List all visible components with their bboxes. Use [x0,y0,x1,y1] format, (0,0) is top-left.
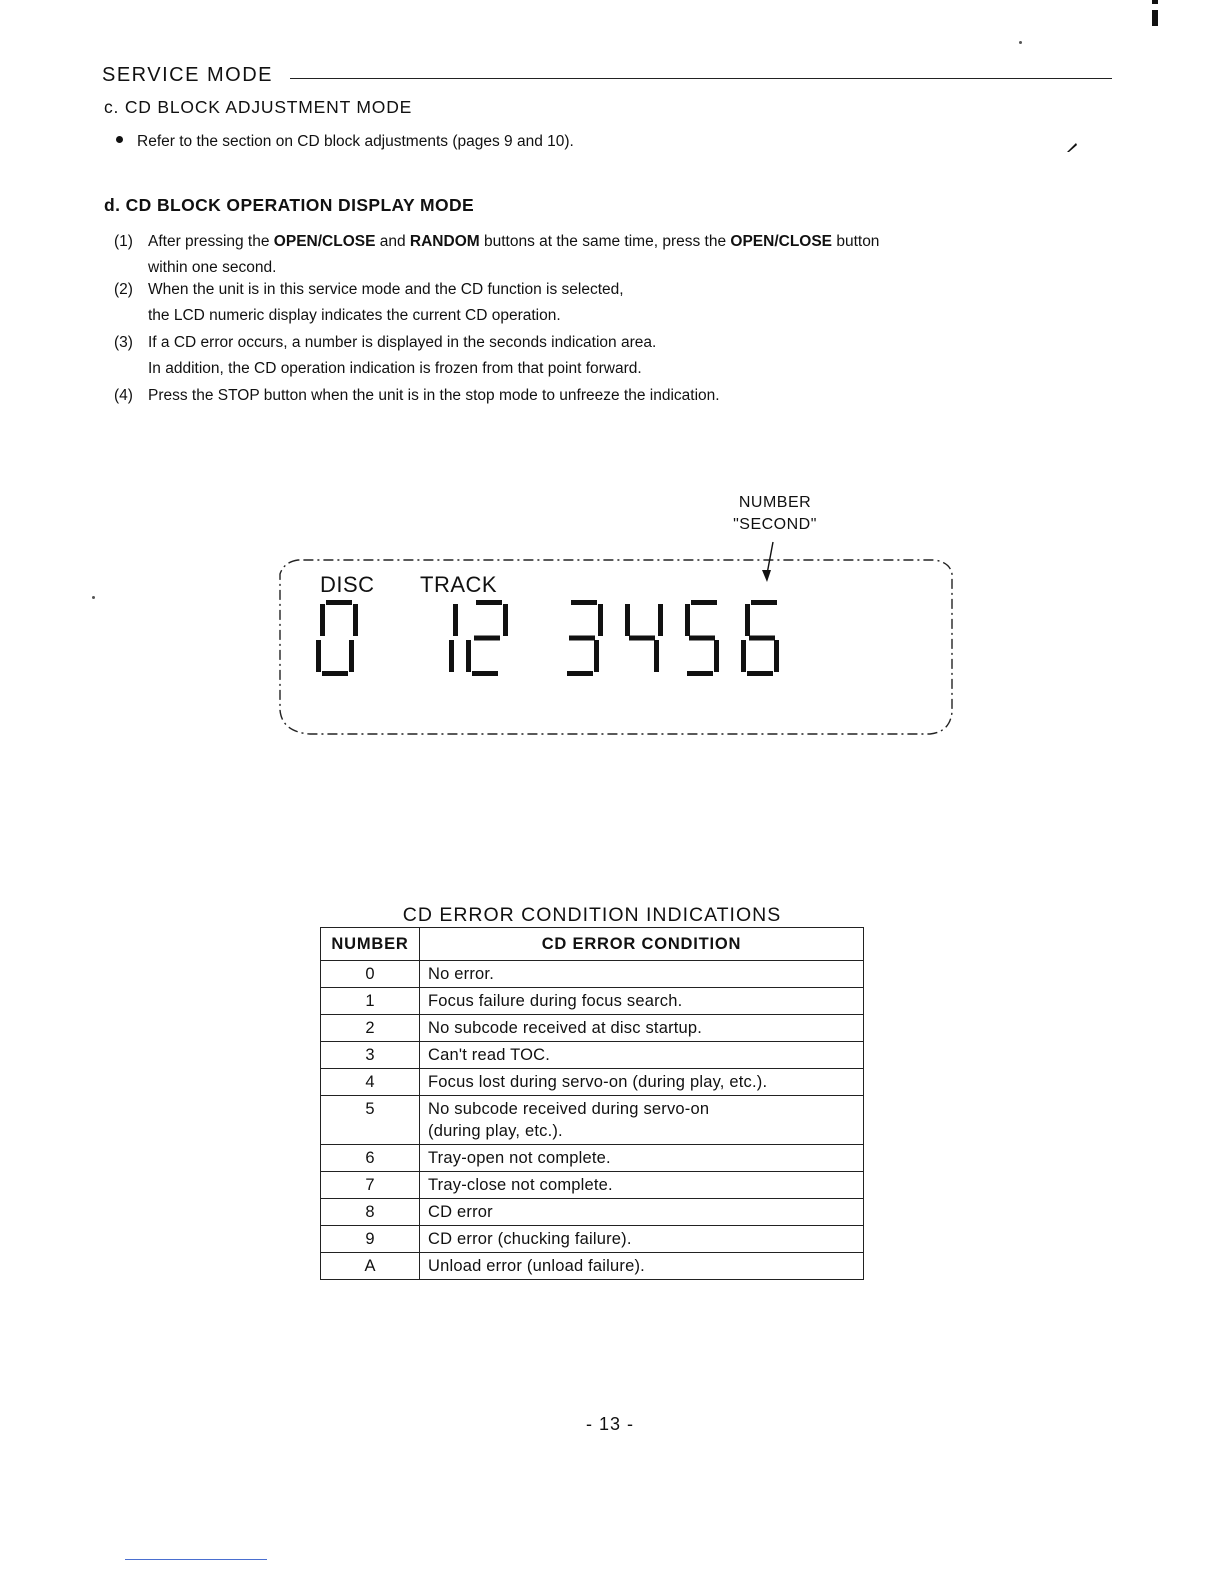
lcd-segment [472,671,498,676]
lcd-segment [594,640,599,672]
lcd-segment [687,671,713,676]
pen-mark [1066,140,1078,150]
table-row [321,1042,864,1069]
condition-line: No subcode received during servo-on [428,1100,710,1118]
scan-mark [1152,10,1158,26]
lcd-segment [658,604,663,636]
lcd-segment [320,604,325,636]
lcd-segment [629,636,655,641]
header-number: NUMBER [321,928,420,961]
error-condition: CD error (chucking failure). [420,1226,864,1253]
error-number: 5 [321,1096,420,1145]
section-c-heading: c. CD BLOCK ADJUSTMENT MODE [104,97,413,117]
step-text-line: Press the STOP button when the unit is in the stop mode to unfreeze the indication. [148,387,720,404]
step-3 [114,330,1014,382]
error-condition [420,1096,864,1145]
error-number: 0 [321,961,420,988]
footer-line [125,1559,267,1560]
step-2 [114,277,1014,329]
lcd-outline [280,560,952,734]
lcd-segment [747,671,773,676]
callout-line: NUMBER [738,494,812,511]
lcd-segment [453,604,458,636]
lcd-segment [625,604,630,636]
lcd-segment [571,600,597,605]
table-row [321,1069,864,1096]
lcd-segment [353,604,358,636]
step-4 [114,383,1014,409]
step-text-line: In addition, the CD operation indication is frozen from that point forward. [148,360,642,377]
lcd-segment [714,640,719,672]
step-number: (3) [114,334,133,351]
lcd-segment [745,604,750,636]
error-condition: No error. [420,961,864,988]
scan-speck [92,596,95,599]
button-name: RANDOM [409,233,480,250]
error-condition: Focus failure during focus search. [420,988,864,1015]
table-header-row [321,928,864,961]
error-condition: No subcode received at disc startup. [420,1015,864,1042]
lcd-digit-4 [625,604,663,672]
callout-arrow-line [767,542,773,574]
button-name: OPEN/CLOSE [730,233,833,250]
lcd-segment [569,636,595,641]
error-table [320,927,864,1280]
step-text [148,383,1008,409]
lcd-digit-1 [449,604,458,672]
lcd-segment [749,636,775,641]
header-condition: CD ERROR CONDITION [420,928,864,961]
lcd-digit-2 [466,600,508,676]
step-text-line: within one second. [148,259,277,276]
lcd-segment [689,636,715,641]
error-number: 3 [321,1042,420,1069]
lcd-digits [316,600,779,676]
step-1 [114,229,1014,281]
step-text-part: and [375,233,410,250]
lcd-segment [567,671,593,676]
step-number: (2) [114,281,133,298]
error-number: 1 [321,988,420,1015]
lcd-segment [685,604,690,636]
lcd-segment [751,600,777,605]
lcd-segment [774,640,779,672]
lcd-segment [654,640,659,672]
step-number: (1) [114,233,133,250]
step-text [148,277,1008,329]
error-condition: Unload error (unload failure). [420,1253,864,1280]
step-text [148,229,1008,281]
lcd-segment [326,600,352,605]
lcd-digit-0 [316,600,358,676]
error-condition: Can't read TOC. [420,1042,864,1069]
error-number: 4 [321,1069,420,1096]
table-row [321,1172,864,1199]
lcd-segment [691,600,717,605]
error-condition: CD error [420,1199,864,1226]
button-name: OPEN/CLOSE [273,233,376,250]
error-condition: Tray-close not complete. [420,1172,864,1199]
error-condition: Focus lost during servo-on (during play, etc.). [420,1069,864,1096]
lcd-segment [474,636,500,641]
table-row [321,1096,864,1145]
step-text-line: When the unit is in this service mode and the CD function is selected, [148,281,624,298]
table-title: CD ERROR CONDITION INDICATIONS [402,904,782,926]
callout-line: "SECOND" [733,516,817,533]
lcd-digit-3 [567,600,603,676]
step-text [148,330,1008,382]
table-row [321,988,864,1015]
step-text-part: button [832,233,880,250]
error-condition: Tray-open not complete. [420,1145,864,1172]
lcd-display [270,540,960,740]
bullet-text: Refer to the section on CD block adjustments (pages 9 and 10). [137,133,574,150]
bullet-icon [116,136,123,143]
step-text-line: the LCD numeric display indicates the current CD operation. [148,307,561,324]
step-text-part: After pressing the [148,233,274,250]
scan-mark [1152,0,1158,4]
lcd-segment [503,604,508,636]
table-row [321,961,864,988]
step-text-line: If a CD error occurs, a number is displayed in the seconds indication area. [148,334,657,351]
lcd-segment [598,604,603,636]
step-text-part: buttons at the same time, press the [479,233,731,250]
arrow-down-icon [762,570,771,582]
lcd-segment [466,640,471,672]
error-number: 6 [321,1145,420,1172]
lcd-segment [476,600,502,605]
error-number: 8 [321,1199,420,1226]
track-label: TRACK [420,572,498,597]
lcd-segment [449,640,454,672]
lcd-segment [316,640,321,672]
lcd-segment [741,640,746,672]
table-row [321,1226,864,1253]
section-title: SERVICE MODE [102,64,273,86]
section-c-bullet [116,133,574,151]
table-row [321,1015,864,1042]
number-second-callout [720,492,830,536]
error-number: 7 [321,1172,420,1199]
lcd-digit-5 [685,600,719,676]
condition-line: (during play, etc.). [428,1122,563,1140]
scan-speck [1019,41,1022,44]
lcd-segment [349,640,354,672]
disc-label: DISC [320,572,375,597]
error-number: 9 [321,1226,420,1253]
page-number: - 13 - [585,1414,634,1434]
table-row [321,1199,864,1226]
lcd-segment [322,671,348,676]
table-row [321,1253,864,1280]
section-d-heading: d. CD BLOCK OPERATION DISPLAY MODE [104,195,475,215]
error-number: 2 [321,1015,420,1042]
table-row [321,1145,864,1172]
error-number: A [321,1253,420,1280]
lcd-digit-6 [741,600,779,676]
step-number: (4) [114,387,133,404]
section-rule [290,78,1112,79]
